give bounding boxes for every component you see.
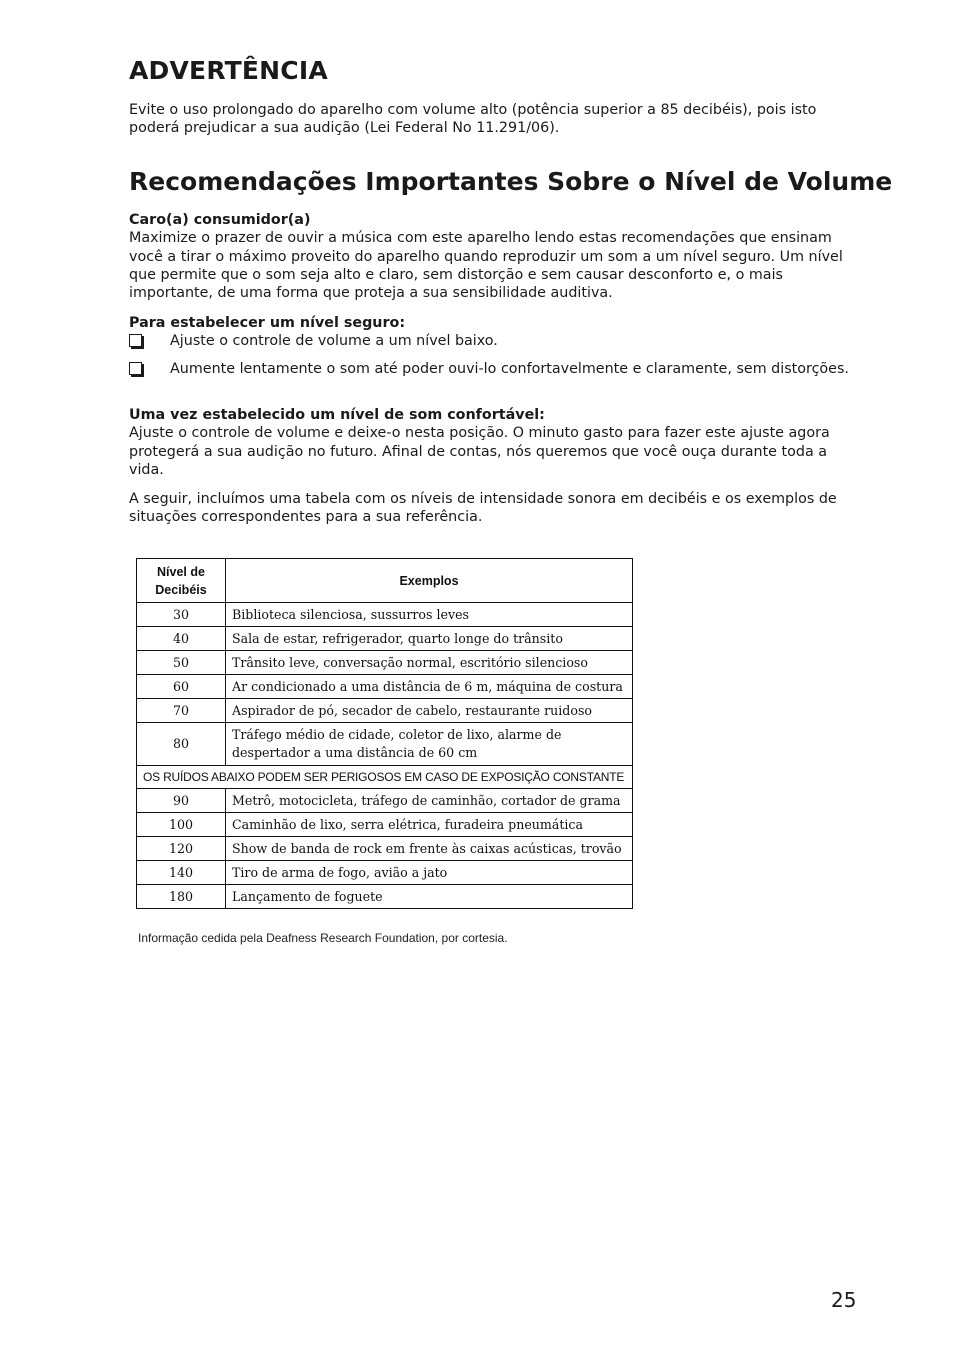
safe-level-checklist bbox=[129, 332, 857, 378]
decibel-level: 50 bbox=[137, 651, 226, 675]
header-level bbox=[137, 559, 226, 603]
decibel-level: 70 bbox=[137, 699, 226, 723]
decibel-level: 180 bbox=[137, 885, 226, 909]
danger-notice: OS RUÍDOS ABAIXO PODEM SER PERIGOSOS EM CASO DE EXPOSIÇÃO CONSTANTE bbox=[137, 766, 633, 789]
table-intro-text: A seguir, incluímos uma tabela com os níveis de intensidade sonora em decibéis e os exemplos de situações correspondentes para a sua referência. bbox=[129, 491, 837, 526]
example-text: Ar condicionado a uma distância de 6 m, máquina de costura bbox=[226, 675, 633, 699]
warning-title: ADVERTÊNCIA bbox=[129, 56, 328, 85]
table-row bbox=[137, 789, 633, 813]
table-row bbox=[137, 723, 633, 766]
safe-level-section bbox=[129, 314, 857, 378]
checkbox-icon bbox=[129, 362, 142, 375]
table-caption: Informação cedida pela Deafness Research Foundation, por cortesia. bbox=[138, 931, 508, 945]
table-row bbox=[137, 675, 633, 699]
consumer-heading: Caro(a) consumidor(a) bbox=[129, 212, 311, 228]
table-header-row bbox=[137, 559, 633, 603]
table-row bbox=[137, 699, 633, 723]
table-row bbox=[137, 861, 633, 885]
comfort-section bbox=[129, 406, 857, 479]
table-intro-section bbox=[129, 490, 857, 527]
decibel-level: 60 bbox=[137, 675, 226, 699]
example-text: Caminhão de lixo, serra elétrica, furadeira pneumática bbox=[226, 813, 633, 837]
safe-level-heading: Para estabelecer um nível seguro: bbox=[129, 315, 406, 331]
example-text: Aspirador de pó, secador de cabelo, restaurante ruidoso bbox=[226, 699, 633, 723]
decibel-level: 40 bbox=[137, 627, 226, 651]
example-text: Biblioteca silenciosa, sussurros leves bbox=[226, 603, 633, 627]
header-level-line1: Nível de bbox=[157, 564, 205, 579]
header-level-line2: Decibéis bbox=[155, 582, 207, 597]
comfort-heading: Uma vez estabelecido um nível de som confortável: bbox=[129, 407, 545, 423]
decibel-level: 30 bbox=[137, 603, 226, 627]
checkbox-icon bbox=[129, 334, 142, 347]
example-text: Show de banda de rock em frente às caixas acústicas, trovão bbox=[226, 837, 633, 861]
table-row bbox=[137, 885, 633, 909]
example-text: Metrô, motocicleta, tráfego de caminhão, cortador de grama bbox=[226, 789, 633, 813]
checklist-item bbox=[129, 360, 857, 378]
page-number: 25 bbox=[831, 1288, 857, 1312]
decibel-level: 90 bbox=[137, 789, 226, 813]
header-examples: Exemplos bbox=[226, 559, 633, 603]
example-text: Lançamento de foguete bbox=[226, 885, 633, 909]
comfort-text: Ajuste o controle de volume e deixe-o nesta posição. O minuto gasto para fazer este ajuste agora protegerá a sua audição no futuro. Afinal de contas, nós queremos que você ouça durante toda a vida. bbox=[129, 425, 830, 478]
decibel-level: 120 bbox=[137, 837, 226, 861]
example-text: Tráfego médio de cidade, coletor de lixo, alarme de despertador a uma distância de 60 cm bbox=[226, 723, 633, 766]
table-row bbox=[137, 837, 633, 861]
decibel-table bbox=[136, 558, 633, 909]
decibel-level: 100 bbox=[137, 813, 226, 837]
checklist-item-text: Aumente lentamente o som até poder ouvi-lo confortavelmente e claramente, sem distorções. bbox=[170, 360, 849, 377]
example-text: Sala de estar, refrigerador, quarto longe do trânsito bbox=[226, 627, 633, 651]
decibel-level: 80 bbox=[137, 723, 226, 766]
example-text: Trânsito leve, conversação normal, escritório silencioso bbox=[226, 651, 633, 675]
table-row bbox=[137, 603, 633, 627]
recommendations-title: Recomendações Importantes Sobre o Nível de Volume bbox=[129, 167, 893, 196]
checklist-item-text: Ajuste o controle de volume a um nível baixo. bbox=[170, 333, 498, 350]
table-row bbox=[137, 651, 633, 675]
danger-notice-row bbox=[137, 766, 633, 789]
decibel-level: 140 bbox=[137, 861, 226, 885]
example-text: Tiro de arma de fogo, avião a jato bbox=[226, 861, 633, 885]
warning-text: Evite o uso prolongado do aparelho com volume alto (potência superior a 85 decibéis), pois isto poderá prejudicar a sua audição (Lei Federal No 11.291/06). bbox=[129, 102, 817, 137]
consumer-text: Maximize o prazer de ouvir a música com este aparelho lendo estas recomendações que ensinam você a tirar o máximo proveito do aparelho quando reproduzir um som a um nível seguro. Um nível que permite que o som seja alto e claro, sem distorção e sem causar desconforto e, o mais importante, de uma forma que proteja a sua sensibilidade auditiva. bbox=[129, 230, 843, 302]
table-row bbox=[137, 627, 633, 651]
consumer-section bbox=[129, 211, 857, 302]
table-row bbox=[137, 813, 633, 837]
checklist-item bbox=[129, 332, 857, 350]
